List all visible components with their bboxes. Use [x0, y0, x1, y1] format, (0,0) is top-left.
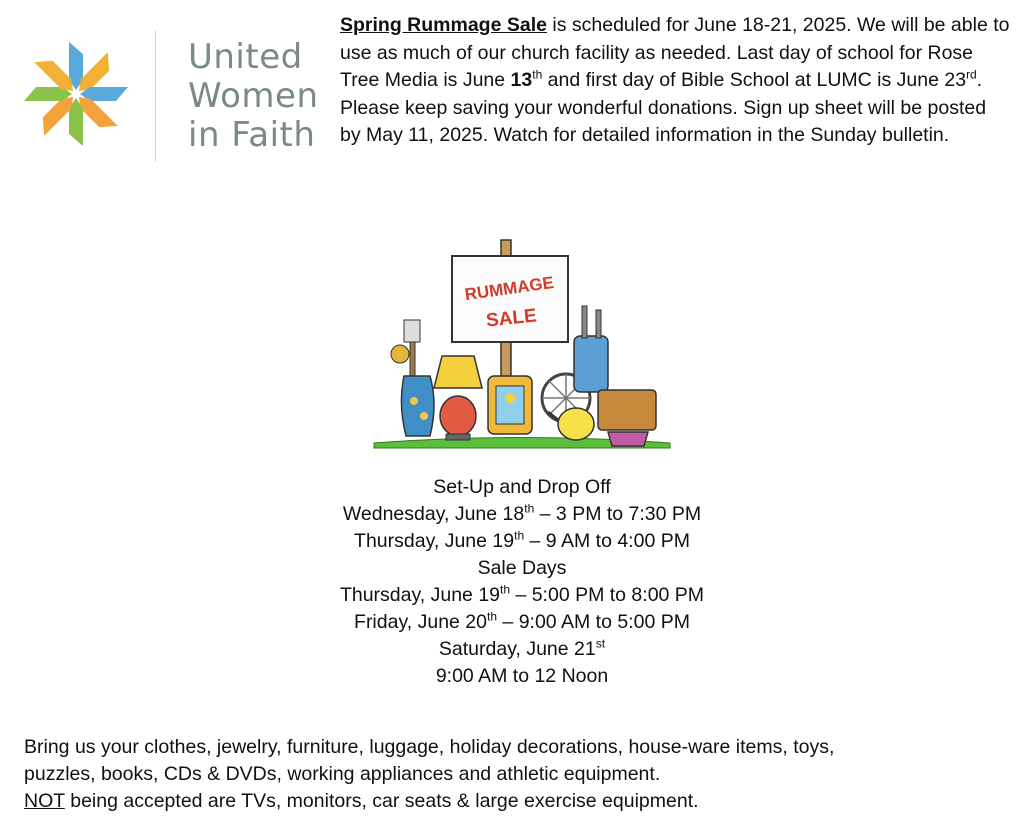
rummage-sale-illustration [372, 236, 672, 450]
sale-1-time: – 5:00 PM to 8:00 PM [510, 584, 705, 606]
sale-3-date: Saturday, June 21 [438, 638, 596, 660]
sale-line-1 [262, 582, 782, 609]
logo-line-2: Women [188, 76, 319, 116]
logo-line-3: in Faith [188, 115, 316, 155]
setup-line-2 [262, 528, 782, 555]
footer-line-3-text: being accepted are TVs, monitors, car seats & large exercise equipment. [64, 790, 699, 812]
setup-2-sup: th [514, 528, 525, 543]
intro-lead: Spring Rummage Sale [340, 14, 547, 36]
setup-line-1 [262, 501, 782, 528]
sale-line-3 [262, 636, 782, 663]
schedule [262, 474, 782, 690]
sale-3-sup: st [595, 636, 606, 651]
sign-line-2: SALE [485, 305, 538, 332]
sale-line-3-time: 9:00 AM to 12 Noon [435, 665, 609, 687]
sale-2-time: – 9:00 AM to 5:00 PM [497, 611, 690, 633]
sale-1-sup: th [500, 582, 511, 597]
footer-line-1: Bring us your clothes, jewelry, furniture, luggage, holiday decorations, house-ware items, toys, [24, 736, 835, 758]
sale-2-date: Friday, June 20 [354, 611, 487, 633]
footer-line-3 [24, 788, 1014, 815]
intro-text-3: . Please keep saving your wonderful donations. Sign up sheet will be posted by May 11, 2025. Watch for detailed information in the Sunday bulletin. [340, 69, 987, 146]
logo-divider [155, 30, 156, 162]
intro-text-1: is scheduled for June 18-21, 2025. We will be able to use as much of our church facility as needed. Last day of school for Rose Tree Media is June [340, 14, 1010, 91]
intro-paragraph [340, 12, 1010, 150]
setup-1-time: – 3 PM to 7:30 PM [534, 503, 702, 525]
footer-not: NOT [24, 790, 65, 812]
setup-2-date: Thursday, June 19 [354, 530, 515, 552]
intro-date-13: 13 [510, 69, 533, 91]
united-women-in-faith-logo-mark [22, 40, 130, 148]
setup-1-sup: th [524, 501, 535, 516]
footer-line-2: puzzles, books, CDs & DVDs, working appliances and athletic equipment. [24, 763, 661, 785]
sale-heading: Sale Days [477, 557, 567, 579]
setup-1-date: Wednesday, June 18 [342, 503, 525, 525]
sale-1-date: Thursday, June 19 [339, 584, 501, 606]
intro-sup-23: rd [966, 67, 977, 82]
logo-wordmark [188, 38, 319, 155]
sale-2-sup: th [487, 609, 498, 624]
intro-text-2: and first day of Bible School at LUMC is June 23 [542, 69, 967, 91]
sale-line-2 [262, 609, 782, 636]
intro-sup-13: th [532, 67, 543, 82]
donation-info [24, 734, 1014, 815]
setup-2-time: – 9 AM to 4:00 PM [524, 530, 690, 552]
logo-line-1: United [188, 37, 303, 77]
sign-line-1: RUMMAGE [463, 272, 555, 305]
setup-heading: Set-Up and Drop Off [433, 476, 611, 498]
